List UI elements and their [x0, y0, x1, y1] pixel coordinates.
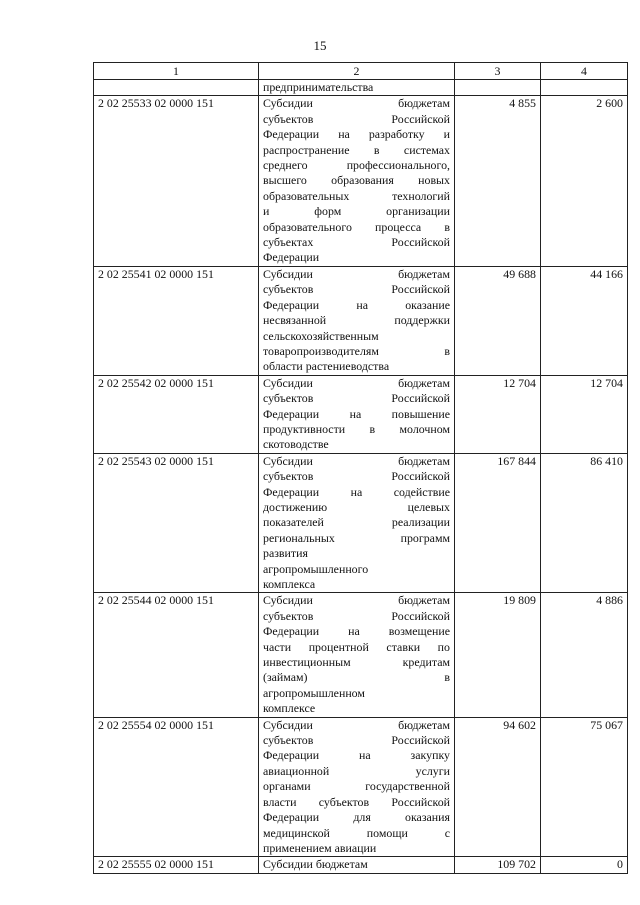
description-line: области растениеводства [263, 359, 390, 374]
description-line: достижению целевых [263, 499, 450, 514]
amount-column-4: 12 704 [541, 375, 628, 453]
description-line: среднего профессионального, [263, 158, 450, 173]
amount-column-4: 86 410 [541, 453, 628, 593]
description-line: Федерации на содействие [263, 484, 450, 499]
budget-table [93, 62, 628, 874]
description-line: распространение в системах [263, 142, 450, 157]
amount-column-3: 12 704 [455, 375, 541, 453]
description-line: товаропроизводителям в [263, 343, 450, 358]
description-line: Субсидии бюджетам [263, 717, 450, 732]
column-header-3: 3 [455, 63, 541, 80]
description-line: комплексе [263, 701, 316, 716]
table-row [94, 593, 628, 717]
description-cell [259, 266, 455, 375]
budget-code: 2 02 25554 02 0000 151 [94, 717, 259, 857]
table-row [94, 857, 628, 873]
description-line: Субсидии бюджетам [263, 96, 450, 111]
description-cell [259, 593, 455, 717]
amount-column-3: 4 855 [455, 96, 541, 266]
description-line: части процентной ставки по [263, 639, 450, 654]
description-cell [259, 96, 455, 266]
description-line: региональных программ [263, 530, 450, 545]
budget-code: 2 02 25533 02 0000 151 [94, 96, 259, 266]
description-line: агропромышленного [263, 561, 369, 576]
description-line: и форм организации [263, 204, 450, 219]
description-line: инвестиционным кредитам [263, 655, 450, 670]
description-line: Субсидии бюджетам [263, 266, 450, 281]
budget-code: 2 02 25542 02 0000 151 [94, 375, 259, 453]
amount-column-3: 167 844 [455, 453, 541, 593]
description-line: высшего образования новых [263, 173, 450, 188]
description-line: образовательного процесса в [263, 219, 450, 234]
description-line: (займам) в [263, 670, 450, 685]
description-line: применением авиации [263, 840, 377, 855]
description-line: Субсидии бюджетам [263, 593, 450, 608]
amount-column-3: 19 809 [455, 593, 541, 717]
description-line: показателей реализации [263, 515, 450, 530]
description-cell [259, 375, 455, 453]
description-line: субъектов Российской [263, 282, 450, 297]
description-line: Федерации на оказание [263, 297, 450, 312]
table-row [94, 375, 628, 453]
description-line: Федерации [263, 250, 320, 265]
amount-column-3: 109 702 [455, 857, 541, 873]
code-cell [94, 80, 259, 96]
value-cell-4 [541, 80, 628, 96]
value-cell-3 [455, 80, 541, 96]
description-line: Субсидии бюджетам [263, 375, 450, 390]
amount-column-4: 75 067 [541, 717, 628, 857]
description-line: субъектов Российской [263, 733, 450, 748]
description-line: субъектах Российской [263, 235, 450, 250]
continuation-text: предпринимательства [259, 80, 455, 96]
column-header-1: 1 [94, 63, 259, 80]
description-line: агропромышленном [263, 685, 365, 700]
table-row [94, 266, 628, 375]
description-line: субъектов Российской [263, 469, 450, 484]
description-line: скотоводстве [263, 437, 329, 452]
description-line: авиационной услуги [263, 763, 450, 778]
budget-code: 2 02 25541 02 0000 151 [94, 266, 259, 375]
description-line: развития [263, 546, 308, 561]
description-line: Субсидии бюджетам [263, 857, 368, 872]
description-line: субъектов Российской [263, 391, 450, 406]
description-line: сельскохозяйственным [263, 328, 379, 343]
description-line: субъектов Российской [263, 608, 450, 623]
description-line: продуктивности в молочном [263, 421, 450, 436]
description-cell [259, 857, 455, 873]
description-line: субъектов Российской [263, 111, 450, 126]
column-header-4: 4 [541, 63, 628, 80]
amount-column-3: 49 688 [455, 266, 541, 375]
description-line: Федерации на повышение [263, 406, 450, 421]
table-row [94, 96, 628, 266]
continuation-row [94, 80, 628, 96]
column-header-2: 2 [259, 63, 455, 80]
budget-code: 2 02 25543 02 0000 151 [94, 453, 259, 593]
description-line: Субсидии бюджетам [263, 453, 450, 468]
page-number: 15 [313, 38, 327, 53]
table-header-row [94, 63, 628, 80]
description-line: власти субъектов Российской [263, 794, 450, 809]
amount-column-4: 0 [541, 857, 628, 873]
description-cell [259, 717, 455, 857]
table-row [94, 453, 628, 593]
description-line: медицинской помощи с [263, 825, 450, 840]
description-line: органами государственной [263, 779, 450, 794]
description-line: Федерации на разработку и [263, 127, 450, 142]
description-line: несвязанной поддержки [263, 313, 450, 328]
budget-code: 2 02 25544 02 0000 151 [94, 593, 259, 717]
description-line: образовательных технологий [263, 188, 450, 203]
amount-column-4: 4 886 [541, 593, 628, 717]
amount-column-3: 94 602 [455, 717, 541, 857]
description-line: комплекса [263, 577, 316, 591]
description-cell [259, 453, 455, 593]
amount-column-4: 2 600 [541, 96, 628, 266]
budget-code: 2 02 25555 02 0000 151 [94, 857, 259, 873]
amount-column-4: 44 166 [541, 266, 628, 375]
description-line: Федерации на закупку [263, 748, 450, 763]
description-line: Федерации на возмещение [263, 624, 450, 639]
table-row [94, 717, 628, 857]
description-line: Федерации для оказания [263, 810, 450, 825]
